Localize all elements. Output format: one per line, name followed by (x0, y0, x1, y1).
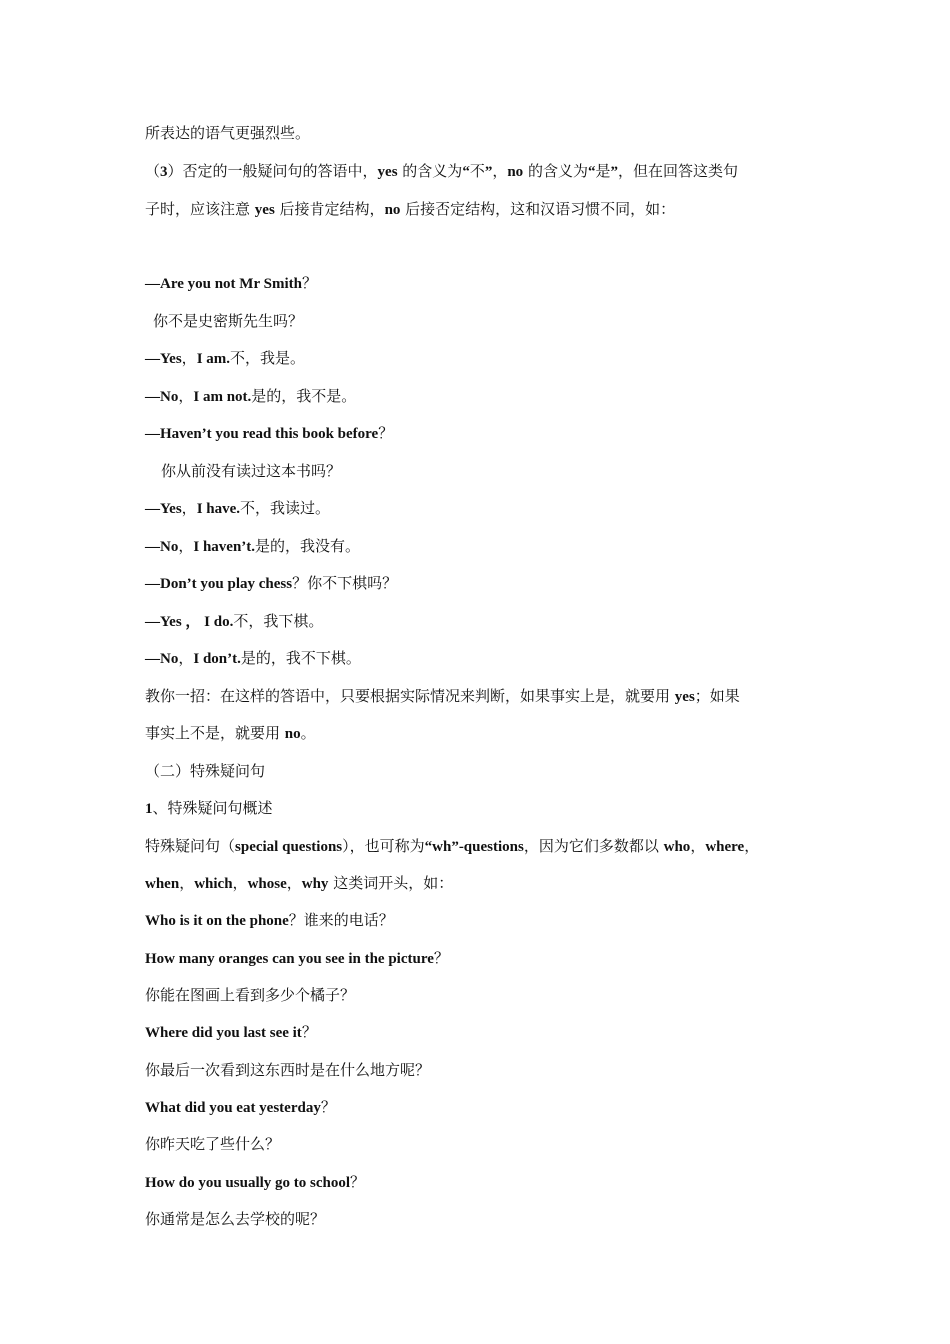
text: I do. (200, 614, 234, 630)
example-translation (153, 311, 818, 331)
text: yes (254, 202, 275, 218)
text: ？ (433, 949, 449, 967)
example-translation (145, 1209, 810, 1229)
text: “ (587, 164, 596, 180)
text: ？谁来的电话？ (288, 911, 394, 929)
paragraph-line (145, 873, 810, 893)
text: ，因为它们多数都以 (523, 837, 664, 855)
text: no (284, 726, 301, 742)
paragraph-line (145, 836, 810, 856)
example-line (145, 1022, 810, 1042)
text: 3 (160, 164, 168, 180)
text: Where did you last see it (145, 1025, 302, 1041)
text: 是的，我不下棋。 (240, 649, 361, 667)
text: I have. (196, 501, 241, 517)
text: ？ (320, 1098, 336, 1116)
text: ， (690, 837, 706, 855)
text: —Yes ， (145, 614, 201, 630)
text: 事实上不是，就要用 (145, 724, 285, 742)
text: where (705, 839, 745, 855)
text: ？ (301, 1023, 317, 1041)
text: ， (178, 649, 194, 667)
text: 不 (469, 162, 485, 180)
example-translation (161, 461, 826, 481)
text: —No (145, 389, 179, 405)
text: ；如果 (694, 687, 740, 705)
text: ？你不下棋吗？ (292, 574, 398, 592)
text: What did you eat yesterday (145, 1100, 321, 1116)
text: no (507, 164, 524, 180)
paragraph-line (145, 723, 810, 743)
text: 。 (300, 724, 316, 742)
text: I am. (196, 351, 231, 367)
text: special questions (235, 839, 343, 855)
text: How many oranges can you see in the picture (145, 951, 434, 967)
text: ）否定的一般疑问句的答语中， (167, 162, 378, 180)
text: —No (145, 651, 179, 667)
text: ， (744, 837, 760, 855)
text: “wh”-questions (424, 839, 524, 855)
text: 1 (145, 801, 153, 817)
paragraph-line (145, 199, 810, 219)
text: 你最后一次看到这东西时是在什么地方呢？ (145, 1061, 431, 1079)
text: why (301, 876, 329, 892)
text: 不，我读过。 (240, 499, 331, 517)
text: no (384, 202, 401, 218)
example-translation (145, 1134, 810, 1154)
text: 的含义为 (397, 162, 463, 180)
text: 是的，我不是。 (251, 387, 357, 405)
text: 不，我下棋。 (233, 612, 324, 630)
subsection-heading (145, 798, 810, 818)
text: ， (178, 537, 194, 555)
text: ， (232, 874, 248, 892)
text: ， (286, 874, 302, 892)
example-line (145, 948, 810, 968)
text: ， (178, 387, 194, 405)
text: ，但在回答这类句 (617, 162, 738, 180)
example-line (145, 536, 810, 556)
example-line (145, 648, 810, 668)
example-line (145, 498, 810, 518)
text: （二）特殊疑问句 (145, 762, 266, 780)
text: 子时，应该注意 (145, 200, 255, 218)
text: I don’t. (193, 651, 241, 667)
text: who (663, 839, 691, 855)
text: I haven’t. (193, 539, 256, 555)
text: ？ (350, 1173, 366, 1191)
example-line (145, 573, 810, 593)
section-heading (145, 761, 810, 781)
text: 这类词开头，如： (328, 874, 454, 892)
paragraph-line (145, 123, 810, 143)
paragraph-line (145, 161, 810, 181)
text: ” (610, 164, 618, 180)
example-line (145, 1097, 810, 1117)
text: 你不是史密斯先生吗？ (153, 312, 304, 330)
text: ， (181, 349, 197, 367)
example-line (145, 1172, 810, 1192)
example-line (145, 386, 810, 406)
example-translation (145, 1060, 810, 1080)
text: —Haven’t you read this book before (145, 426, 379, 442)
text: 不，我是。 (230, 349, 306, 367)
text: 后接肯定结构， (274, 200, 385, 218)
text: I am not. (193, 389, 252, 405)
text: 你能在图画上看到多少个橘子？ (145, 986, 356, 1004)
text: ” (484, 164, 493, 180)
text: 你从前没有读过这本书吗？ (161, 462, 342, 480)
text: —Don’t you play chess (145, 576, 293, 592)
text: “ (462, 164, 470, 180)
paragraph-line (145, 686, 810, 706)
text: ， (492, 162, 508, 180)
text: yes (377, 164, 398, 180)
text: 是 (595, 162, 611, 180)
text: 教你一招：在这样的答语中，只要根据实际情况来判断，如果事实上是，就要用 (145, 687, 675, 705)
example-line (145, 348, 810, 368)
text: 、特殊疑问句概述 (152, 799, 273, 817)
text: 的含义为 (523, 162, 588, 180)
text: which (194, 876, 233, 892)
text: Who is it on the phone (145, 913, 289, 929)
text: —Are you not Mr Smith (145, 276, 302, 292)
text: ， (179, 874, 195, 892)
example-line (145, 423, 810, 443)
text: —Yes (145, 351, 182, 367)
example-line (145, 910, 810, 930)
example-line (145, 611, 810, 631)
text: ， (181, 499, 197, 517)
text: when (145, 876, 180, 892)
text: ），也可称为 (342, 837, 425, 855)
example-line (145, 273, 810, 293)
text: 是的，我没有。 (255, 537, 361, 555)
example-translation (145, 985, 810, 1005)
text: ？ (301, 274, 317, 292)
text: （ (145, 162, 161, 180)
text: 特殊疑问句（ (145, 837, 236, 855)
text: —No (145, 539, 179, 555)
text: ？ (378, 424, 394, 442)
text: yes (674, 689, 695, 705)
text: 后接否定结构，这和汉语习惯不同，如： (400, 200, 676, 218)
text: 所表达的语气更强烈些。 (145, 124, 311, 142)
text: How do you usually go to school (145, 1175, 351, 1191)
text: —Yes (145, 501, 182, 517)
text: whose (247, 876, 287, 892)
text: 你通常是怎么去学校的呢？ (145, 1210, 326, 1228)
text: 你昨天吃了些什么？ (145, 1135, 281, 1153)
